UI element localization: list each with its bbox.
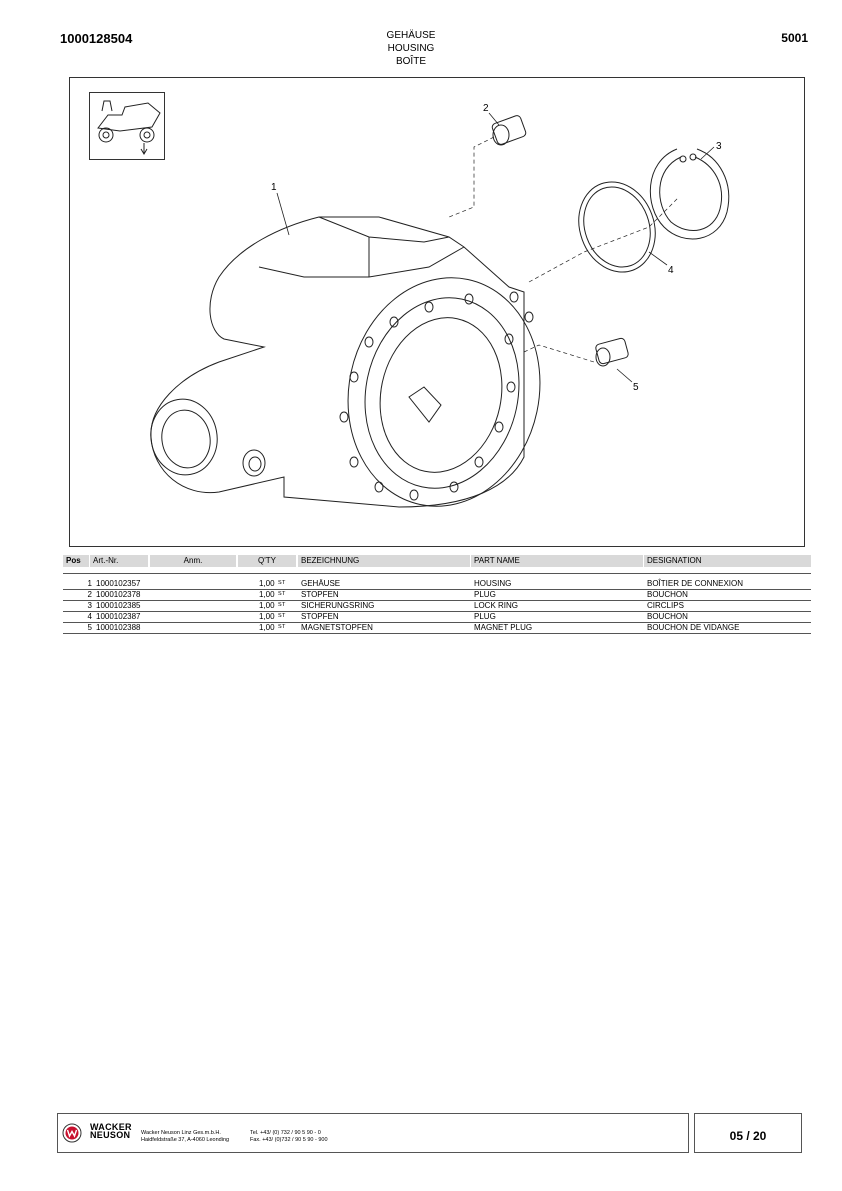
callout-1: 1 — [271, 182, 277, 193]
callout-5: 5 — [633, 382, 639, 393]
table-row: 5 1000102388 1,00 ST MAGNETSTOPFEN MAGNET PLUG BOUCHON DE VIDANGE — [63, 622, 811, 634]
table-row: 2 1000102378 1,00 ST STOPFEN PLUG BOUCHON — [63, 589, 811, 601]
callout-3: 3 — [716, 141, 722, 152]
header-designation: DESIGNATION — [644, 555, 811, 567]
title-french: BOÎTE — [395, 56, 426, 67]
table-row: 3 1000102385 1,00 ST SICHERUNGSRING LOCK RING CIRCLIPS — [63, 600, 811, 612]
logo-wordmark: WACKER NEUSON — [90, 1122, 132, 1140]
header-part-name: PART NAME — [471, 555, 643, 567]
header-bezeichnung: BEZEICHNUNG — [298, 555, 470, 567]
page-code: 5001 — [781, 31, 808, 45]
callout-2: 2 — [483, 103, 489, 114]
document-number: 1000128504 — [60, 31, 133, 46]
table-row: 4 1000102387 1,00 ST STOPFEN PLUG BOUCHON — [63, 611, 811, 623]
page-indicator: 05 / 20 — [729, 1129, 767, 1143]
housing-outline — [151, 217, 524, 507]
plug-2 — [491, 115, 527, 146]
table-row: 1 1000102357 1,00 ST GEHÄUSE HOUSING BOÎTIER DE CONNEXION — [63, 578, 811, 590]
title-english: HOUSING — [387, 43, 435, 54]
housing-flange — [327, 260, 561, 524]
lock-ring-3 — [650, 149, 728, 239]
ring-4 — [566, 171, 667, 283]
header-pos: Pos — [63, 555, 89, 567]
flange-bolt-holes — [340, 292, 533, 500]
plug-5 — [595, 337, 629, 366]
callout-4: 4 — [668, 265, 674, 276]
header-anm: Anm. — [150, 555, 236, 567]
exploded-view-drawing — [69, 77, 805, 547]
contact-info: Tel. +43/ (0) 732 / 90 5 90 - 0 Fax. +43/ (0)732 / 90 5 90 - 900 — [250, 1130, 328, 1143]
header-qty: Q'TY — [238, 555, 296, 567]
dumper-icon — [90, 93, 166, 161]
header-art-nr: Art.-Nr. — [90, 555, 148, 567]
title-german: GEHÄUSE — [386, 30, 436, 41]
table-divider — [63, 573, 811, 574]
machine-thumbnail — [89, 92, 165, 160]
wacker-neuson-logo-icon — [62, 1123, 82, 1143]
parts-table-header — [63, 555, 811, 567]
company-info: Wacker Neuson Linz Ges.m.b.H. Haidfeldstraße 37, A-4060 Leonding — [141, 1130, 230, 1143]
